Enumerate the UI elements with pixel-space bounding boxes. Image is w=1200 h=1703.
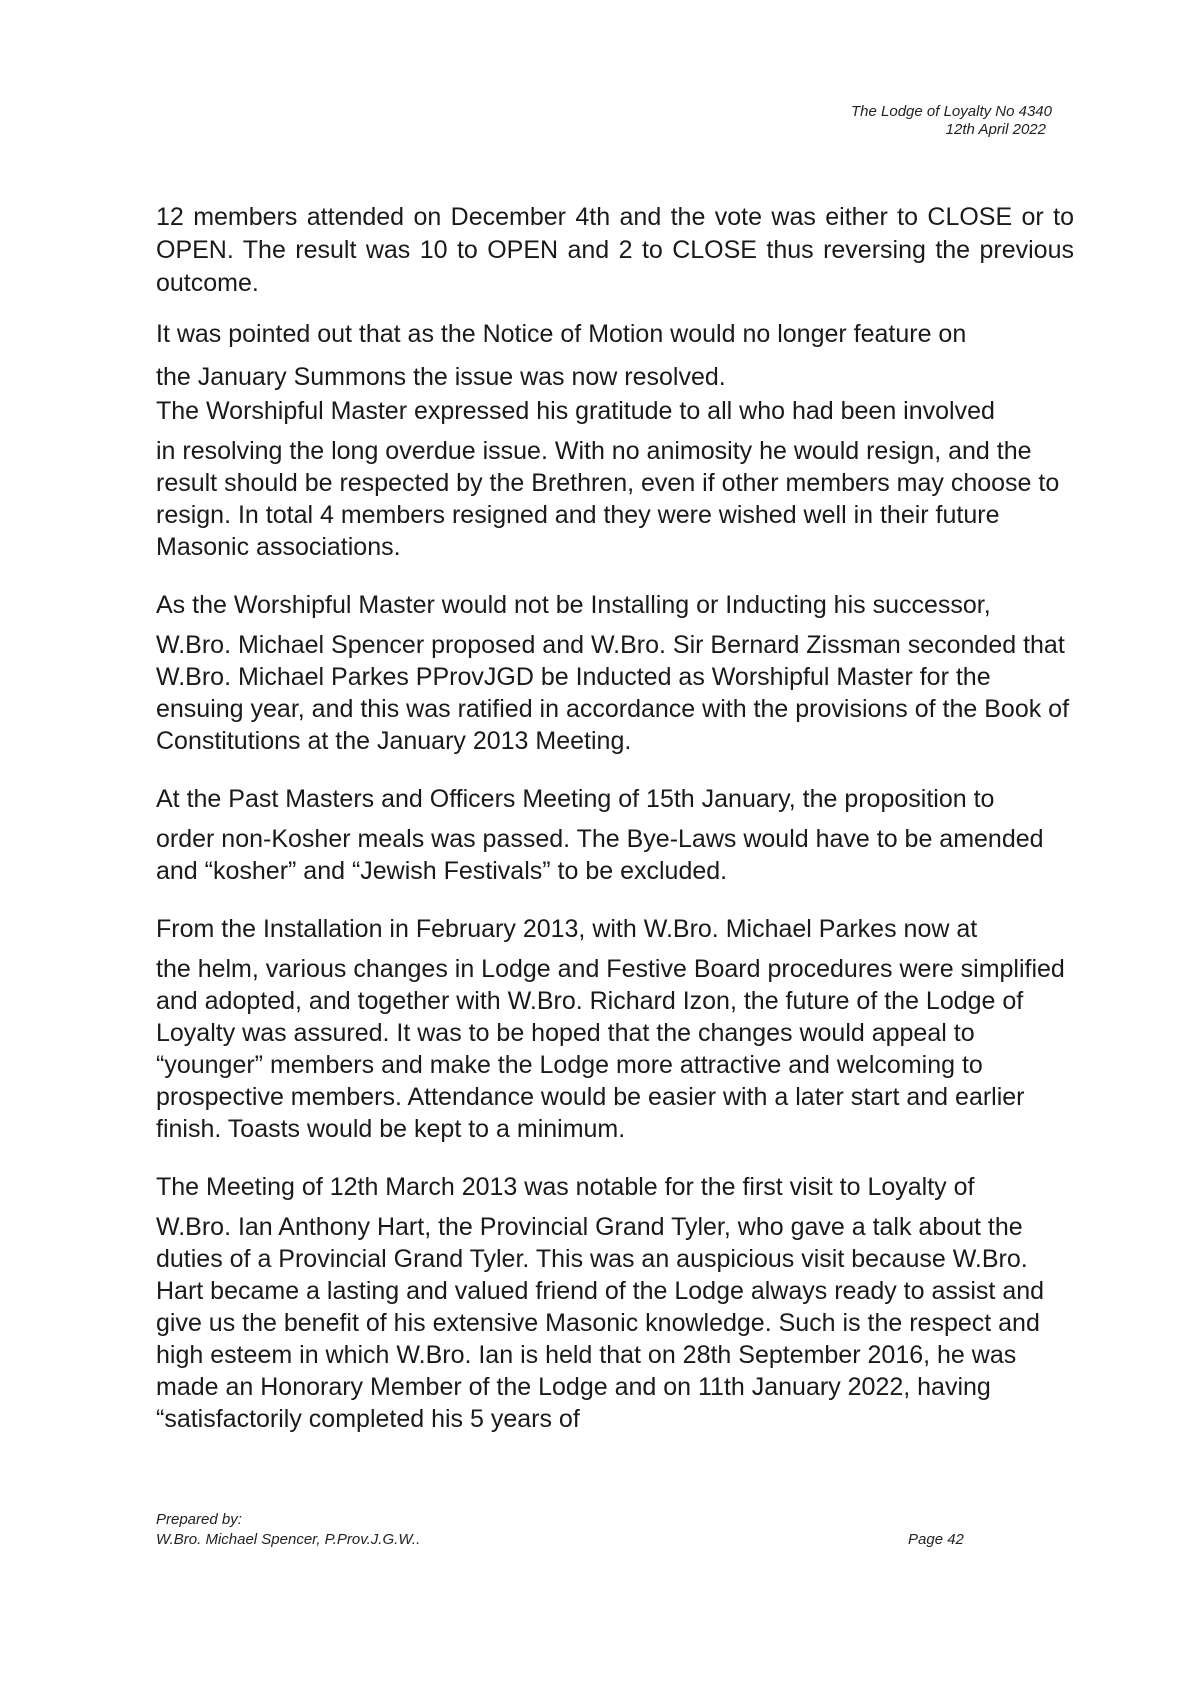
paragraph-rest: W.Bro. Michael Spencer proposed and W.Bro. Sir Bernard Zissman seconded that W.Bro. Michael Parkes PProvJGD be Inducted as Worshipful Master for the ensuing year, and this was ratified in accordance with the provisions of the Book of Constitutions at the January 2013 Meeting. [156,631,1070,755]
paragraph-lead: As the Worshipful Master would not be Installing or Inducting his successor, [156,591,991,619]
paragraph-induction [156,589,1074,757]
paragraph-rest: W.Bro. Ian Anthony Hart, the Provincial Grand Tyler, who gave a talk about the duties of a Provincial Grand Tyler. This was an auspicious visit because W.Bro. Hart became a lasting and valued friend of the Lodge always ready to assist and give us the benefit of his extensive Masonic knowledge. Such is the respect and high esteem in which W.Bro. Ian is held that on 28th September 2016, he was made an Honorary Member of the Lodge and on 11th January 2022, having “satisfactorily completed his 5 years of [156,1213,1045,1433]
document-body [156,201,1074,1461]
paragraph-rest: the helm, various changes in Lodge and Festive Board procedures were simplified and adopted, and together with W.Bro. Richard Izon, the future of the Lodge of Loyalty was assured. It was to be hoped that the changes would appeal to “younger” members and make the Lodge more attractive and welcoming to prospective members. Attendance would be easier with a later start and earlier finish. Toasts would be kept to a minimum. [156,955,1065,1143]
prepared-by-label: Prepared by: [156,1511,242,1528]
lodge-name: The Lodge of Loyalty No 4340 [851,103,1052,120]
paragraph-vote-result: 12 members attended on December 4th and the vote was either to CLOSE or to OPEN. The result was 10 to OPEN and 2 to CLOSE thus reversing the previous outcome. [156,203,1074,297]
paragraph-lead: The Worshipful Master expressed his gratitude to all who had been involved [156,397,995,425]
paragraph-lead: At the Past Masters and Officers Meeting of 15th January, the proposition to [156,785,995,813]
paragraph-lead: It was pointed out that as the Notice of Motion would no longer feature on [156,320,967,348]
paragraph-notice-of-motion [156,318,1074,393]
header-date: 12th April 2022 [945,121,1046,138]
page-number: Page 42 [908,1531,964,1548]
paragraph-rest: the January Summons the issue was now resolved. [156,363,726,391]
paragraph-lead: From the Installation in February 2013, with W.Bro. Michael Parkes now at [156,915,978,943]
paragraph-rest: order non-Kosher meals was passed. The Bye-Laws would have to be amended and “kosher” and “Jewish Festivals” to be excluded. [156,825,1044,885]
paragraph-past-masters-meeting [156,783,1074,887]
page-header [851,103,1052,139]
author-name: W.Bro. Michael Spencer, P.Prov.J.G.W.. [156,1531,421,1548]
paragraph-march-meeting [156,1171,1074,1435]
paragraph-master-gratitude [156,395,1074,563]
paragraph-installation-2013 [156,913,1074,1145]
paragraph-rest: in resolving the long overdue issue. With no animosity he would resign, and the result should be respected by the Brethren, even if other members may choose to resign. In total 4 members resigned and they were wished well in their future Masonic associations. [156,437,1060,561]
prepared-by-block [156,1510,420,1550]
paragraph-lead: The Meeting of 12th March 2013 was notable for the first visit to Loyalty of [156,1173,975,1201]
